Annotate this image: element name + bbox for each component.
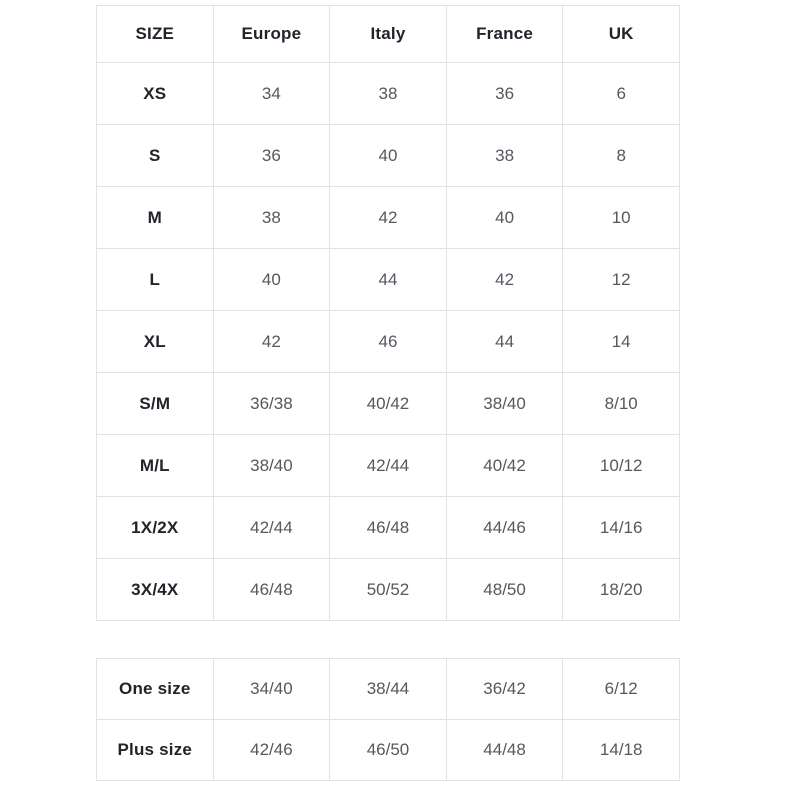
size-cell: 38/44 xyxy=(330,659,447,720)
size-cell: 18/20 xyxy=(563,559,680,621)
size-cell: 46/48 xyxy=(330,497,447,559)
size-cell: 42/44 xyxy=(213,497,330,559)
table-row-1x-2x xyxy=(97,497,680,559)
size-cell: 48/50 xyxy=(446,559,563,621)
size-cell: 44/48 xyxy=(446,720,563,781)
size-cell: 14/16 xyxy=(563,497,680,559)
size-cell: 14/18 xyxy=(563,720,680,781)
column-header-france: France xyxy=(446,6,563,63)
table-row-m xyxy=(97,187,680,249)
row-label: M/L xyxy=(97,435,214,497)
one-size-plus-size-table xyxy=(96,658,680,781)
row-label: S/M xyxy=(97,373,214,435)
size-cell: 42/46 xyxy=(213,720,330,781)
row-label: 1X/2X xyxy=(97,497,214,559)
size-cell: 10 xyxy=(563,187,680,249)
size-cell: 42/44 xyxy=(330,435,447,497)
size-cell: 40 xyxy=(330,125,447,187)
row-label: Plus size xyxy=(97,720,214,781)
column-header-europe: Europe xyxy=(213,6,330,63)
row-label: One size xyxy=(97,659,214,720)
size-cell: 40/42 xyxy=(330,373,447,435)
size-cell: 38 xyxy=(330,63,447,125)
size-cell: 40/42 xyxy=(446,435,563,497)
header-row xyxy=(97,6,680,63)
size-chart-page xyxy=(96,5,680,781)
size-cell: 40 xyxy=(213,249,330,311)
size-cell: 14 xyxy=(563,311,680,373)
table-row-plus-size xyxy=(97,720,680,781)
row-label: M xyxy=(97,187,214,249)
size-cell: 46 xyxy=(330,311,447,373)
size-cell: 42 xyxy=(446,249,563,311)
size-cell: 38/40 xyxy=(446,373,563,435)
size-cell: 6 xyxy=(563,63,680,125)
column-header-size: SIZE xyxy=(97,6,214,63)
size-cell: 8 xyxy=(563,125,680,187)
column-header-uk: UK xyxy=(563,6,680,63)
size-cell: 38 xyxy=(213,187,330,249)
size-cell: 46/50 xyxy=(330,720,447,781)
table-row-l xyxy=(97,249,680,311)
size-cell: 34/40 xyxy=(213,659,330,720)
size-cell: 10/12 xyxy=(563,435,680,497)
size-cell: 42 xyxy=(330,187,447,249)
table-row-s-m xyxy=(97,373,680,435)
size-cell: 36/42 xyxy=(446,659,563,720)
size-cell: 36/38 xyxy=(213,373,330,435)
row-label: 3X/4X xyxy=(97,559,214,621)
size-cell: 12 xyxy=(563,249,680,311)
size-cell: 44/46 xyxy=(446,497,563,559)
size-cell: 42 xyxy=(213,311,330,373)
size-cell: 44 xyxy=(330,249,447,311)
table-row-xl xyxy=(97,311,680,373)
row-label: L xyxy=(97,249,214,311)
size-conversion-table xyxy=(96,5,680,621)
table-row-m-l xyxy=(97,435,680,497)
table-row-xs xyxy=(97,63,680,125)
size-cell: 46/48 xyxy=(213,559,330,621)
size-cell: 50/52 xyxy=(330,559,447,621)
size-cell: 34 xyxy=(213,63,330,125)
size-cell: 36 xyxy=(446,63,563,125)
table-row-s xyxy=(97,125,680,187)
size-cell: 38/40 xyxy=(213,435,330,497)
size-cell: 6/12 xyxy=(563,659,680,720)
row-label: XS xyxy=(97,63,214,125)
size-cell: 8/10 xyxy=(563,373,680,435)
size-cell: 44 xyxy=(446,311,563,373)
table-row-3x-4x xyxy=(97,559,680,621)
table-row-one-size xyxy=(97,659,680,720)
size-cell: 40 xyxy=(446,187,563,249)
size-cell: 38 xyxy=(446,125,563,187)
row-label: S xyxy=(97,125,214,187)
size-cell: 36 xyxy=(213,125,330,187)
row-label: XL xyxy=(97,311,214,373)
column-header-italy: Italy xyxy=(330,6,447,63)
